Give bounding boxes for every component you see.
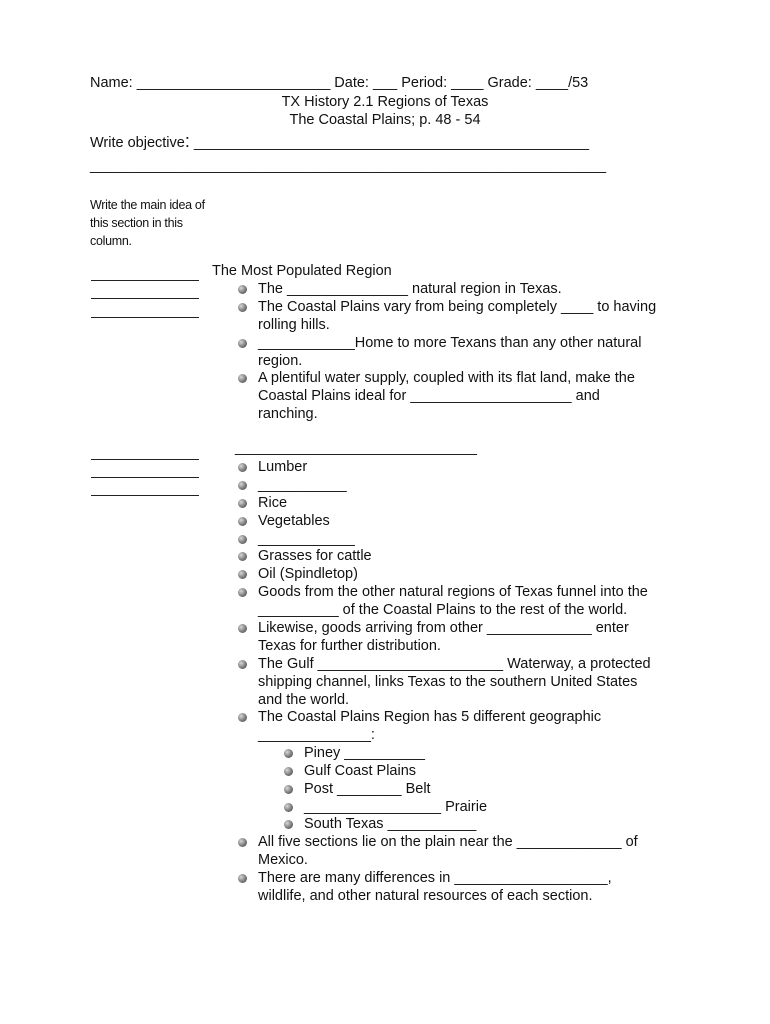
sub-list-item: Piney __________ [304, 745, 425, 761]
sub-bullet-icon [284, 803, 293, 812]
bullet-icon [238, 481, 247, 490]
bullet-icon [238, 517, 247, 526]
list-item: A plentiful water supply, coupled with its flat land, make the [258, 370, 635, 386]
main-idea-blank [91, 280, 199, 281]
bullet-icon [238, 588, 247, 597]
sub-bullet-icon [284, 785, 293, 794]
list-item: Oil (Spindletop) [258, 566, 358, 582]
list-item: There are many differences in ___________________, [258, 870, 612, 886]
objective-colon: : [184, 131, 190, 151]
bullet-icon [238, 535, 247, 544]
bullet-icon [238, 499, 247, 508]
sub-bullet-icon [284, 820, 293, 829]
list-item-continued: Coastal Plains ideal for ____________________ and [258, 388, 600, 404]
list-item-continued: Texas for further distribution. [258, 638, 441, 654]
list-item: Likewise, goods arriving from other _____________ enter [258, 620, 629, 636]
list-item-continued: ranching. [258, 406, 318, 422]
name-date-period-grade-line: Name: ________________________ Date: ___ Period: ____ Grade: ____/53 [90, 75, 589, 91]
main-idea-blank [91, 477, 199, 478]
main-idea-blank [91, 495, 199, 496]
bullet-icon [238, 552, 247, 561]
bullet-icon [238, 838, 247, 847]
bullet-icon [238, 713, 247, 722]
main-idea-blank [91, 459, 199, 460]
main-idea-blank [91, 317, 199, 318]
bullet-icon [238, 374, 247, 383]
section2-heading-blank: ______________________________ [235, 440, 477, 456]
bullet-icon [238, 339, 247, 348]
sub-list-item: South Texas ___________ [304, 816, 477, 832]
list-item-continued: wildlife, and other natural resources of each section. [258, 888, 593, 904]
list-item: Grasses for cattle [258, 548, 372, 564]
sub-list-item: _________________ Prairie [304, 799, 488, 815]
list-item: Lumber [258, 459, 308, 475]
bullet-icon [238, 570, 247, 579]
objective-blank: _________________________________________________ [193, 135, 590, 151]
course-title: TX History 2.1 Regions of Texas [281, 94, 489, 110]
list-item: ____________Home to more Texans than any other natural [258, 335, 642, 351]
list-item: ____________ [258, 531, 355, 547]
section-title: The Coastal Plains; p. 48 - 54 [289, 112, 481, 128]
list-item: The _______________ natural region in Texas. [258, 281, 562, 297]
list-item: The Gulf _______________________ Waterway, a protected [258, 656, 651, 672]
list-item-continued: Mexico. [258, 852, 308, 868]
list-item: All five sections lie on the plain near the _____________ of [258, 834, 638, 850]
objective-label [90, 133, 589, 152]
list-item: Goods from the other natural regions of Texas funnel into the [258, 584, 648, 600]
sub-list-item: Post ________ Belt [304, 781, 431, 797]
list-item-continued: rolling hills. [258, 317, 330, 333]
list-item-continued: __________ of the Coastal Plains to the rest of the world. [258, 602, 628, 618]
list-item-continued: ______________: [258, 727, 375, 743]
sub-bullet-icon [284, 749, 293, 758]
sub-bullet-icon [284, 767, 293, 776]
objective-blank-line-2: ________________________________________________________________ [90, 158, 607, 174]
section1-heading: The Most Populated Region [212, 263, 392, 279]
bullet-icon [238, 624, 247, 633]
bullet-icon [238, 463, 247, 472]
list-item: ___________ [258, 477, 347, 493]
bullet-icon [238, 285, 247, 294]
list-item: The Coastal Plains Region has 5 different geographic [258, 709, 602, 725]
list-item-continued: region. [258, 353, 303, 369]
list-item-continued: and the world. [258, 692, 350, 708]
list-item: Rice [258, 495, 288, 511]
bullet-icon [238, 660, 247, 669]
list-item: Vegetables [258, 513, 330, 529]
sub-list-item: Gulf Coast Plains [304, 763, 417, 779]
bullet-icon [238, 874, 247, 883]
list-item-continued: shipping channel, links Texas to the southern United States [258, 674, 638, 690]
main-idea-instruction: Write the main idea of this section in this column. [90, 198, 205, 248]
objective-label-text: Write objective [90, 135, 185, 151]
bullet-icon [238, 303, 247, 312]
list-item: The Coastal Plains vary from being completely ____ to having [258, 299, 657, 315]
main-idea-blank [91, 298, 199, 299]
